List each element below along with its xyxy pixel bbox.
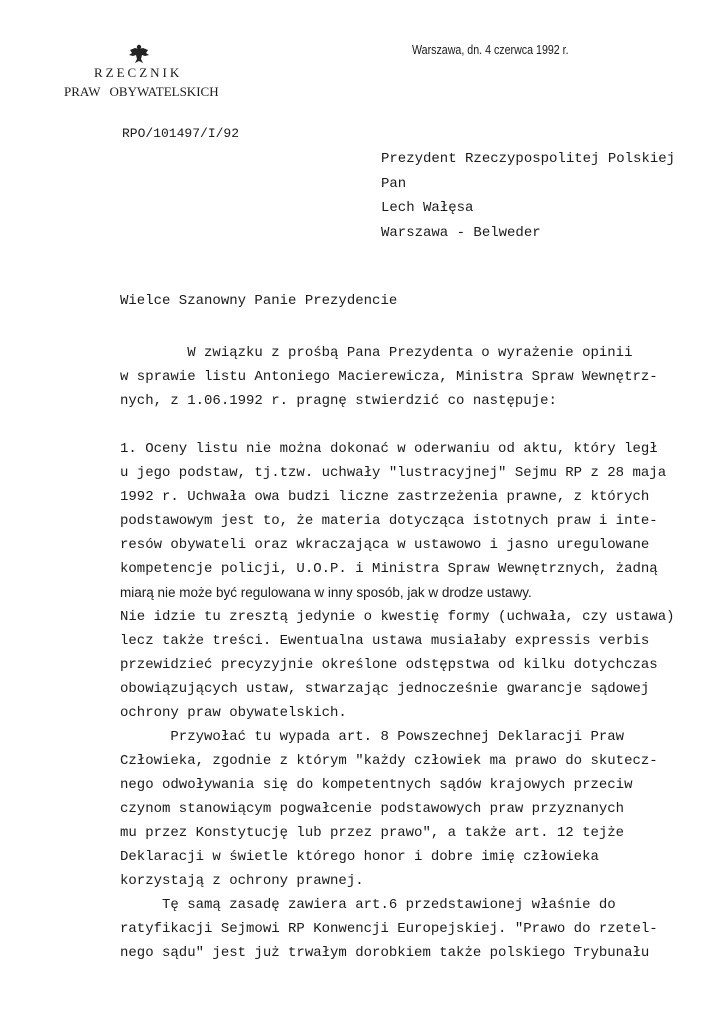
text-line: czynom stanowiącym pogwałcenie podstawowych praw przyznanych [120,801,625,817]
text-line: Tę samą zasadę zawiera art.6 przedstawionej właśnie do [120,897,616,913]
text-line: podstawowym jest to, że materia dotycząca istotnych praw i inte- [120,513,658,529]
reference-number: RPO/101497/I/92 [122,126,240,141]
salutation: Wielce Szanowny Panie Prezydencie [120,293,398,309]
text-line: nego sądu" jest już trwałym dorobkiem także polskiego Trybunału [120,945,650,961]
paragraph-3 [120,896,680,968]
text-line: miarą nie może być regulowana w inny sposób, jak w drodze ustawy. [120,585,532,600]
text-line: nego odwoływania się do kompetentnych sądów krajowych przeciw [120,777,633,793]
text-line: Deklaracji w świetle którego honor i dobre imię człowieka [120,849,599,865]
text-line: Nie idzie tu zresztą jedynie o kwestię formy (uchwała, czy ustawa) [120,609,675,625]
text-line: W związku z prośbą Pana Prezydenta o wyrażenie opinii [120,345,633,361]
text-line: Przywołać tu wypada art. 8 Powszechnej Deklaracji Praw [120,729,625,745]
text-line: Człowieka, zgodnie z którym "każdy człowiek ma prawo do skutecz- [120,753,658,769]
paragraph-2 [120,728,680,896]
addressee-line: Lech Wałęsa [381,200,474,216]
intro-paragraph [120,344,680,416]
point-1-paragraph [120,440,680,728]
text-line: kompetencje policji, U.O.P. i Ministra Spraw Wewnętrznych, żadną [120,561,658,577]
place-date: Warszawa, dn. 4 czerwca 1992 r. [412,42,569,57]
text-line: 1992 r. Uchwała owa budzi liczne zastrzeżenia prawne, z których [120,489,650,505]
text-line: lecz także treści. Ewentualna ustawa musiałaby expressis verbis [120,633,650,649]
addressee-block [381,150,675,248]
text-line: przewidzieć precyzyjnie określone odstępstwa od kilku dotychczas [120,657,658,673]
text-line: korzystają z ochrony prawnej. [120,873,364,889]
text-line: w sprawie listu Antoniego Macierewicza, Ministra Spraw Wewnętrz- [120,369,658,385]
text-line: ratyfikacji Sejmowi RP Konwencji Europejskiej. "Prawo do rzetel- [120,921,658,937]
text-line: mu przez Konstytucję lub przez prawo", a także art. 12 tejże [120,825,625,841]
org-name-line2: PRAW OBYWATELSKICH [64,84,219,99]
eagle-emblem-icon [128,44,150,64]
text-line: u jego podstaw, tj.tzw. uchwały "lustracyjnej" Sejmu RP z 28 maja [120,465,667,481]
addressee-line: Warszawa - Belweder [381,224,541,241]
text-line: nych, z 1.06.1992 r. pragnę stwierdzić co następuje: [120,393,557,409]
text-line: ochrony praw obywatelskich. [120,705,347,721]
org-name-line1: RZECZNIK [94,65,183,80]
text-line: obowiązujących ustaw, stwarzając jednocześnie gwarancje sądowej [120,681,650,697]
addressee-line: Pan [381,175,407,192]
letter-body [120,344,680,968]
text-line: 1. Oceny listu nie można dokonać w oderwaniu od aktu, który legł [120,441,658,457]
text-line: resów obywateli oraz wkraczająca w ustawowo i jasno uregulowane [120,537,650,553]
addressee-line: Prezydent Rzeczypospolitej Polskiej [381,151,676,167]
